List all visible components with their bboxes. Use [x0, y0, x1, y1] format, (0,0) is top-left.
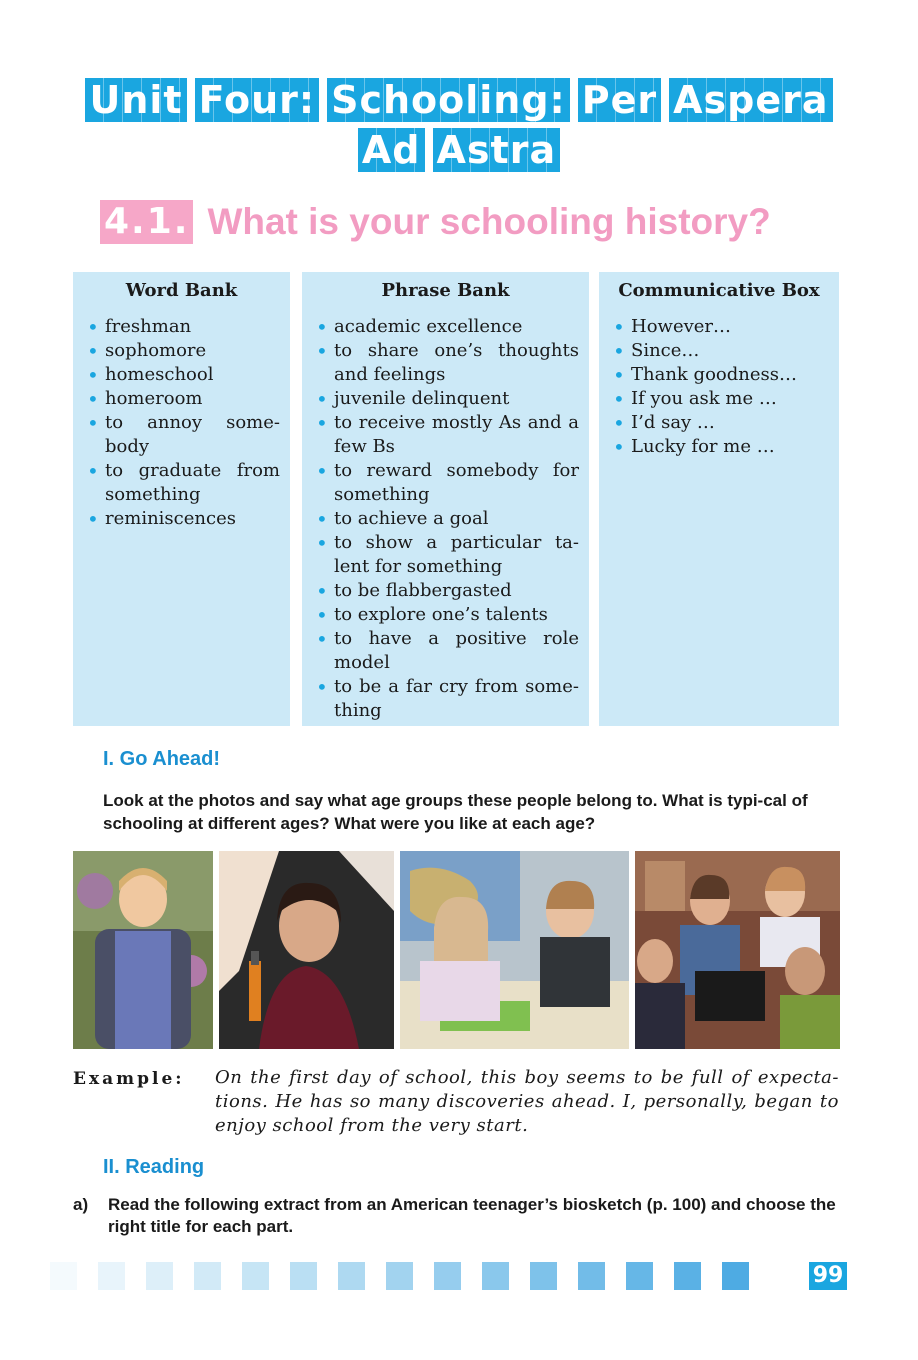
list-item: • to share one’s thoughts and feelings	[312, 339, 579, 387]
footer-square	[242, 1262, 269, 1290]
photo-students-at-computer-with-teacher	[635, 851, 840, 1049]
list-item: • to receive mostly As and a few Bs	[312, 411, 579, 459]
unit-title-line-1	[40, 78, 878, 122]
list-item: • to reward somebody for something	[312, 459, 579, 507]
task-text: Read the following extract from an American teenager’s biosketch (p. 100) and choose the right title for each part.	[108, 1195, 836, 1236]
communicative-box	[599, 272, 839, 726]
list-item: • Since…	[609, 339, 829, 363]
phrase-bank-list	[312, 315, 579, 723]
list-item: • However…	[609, 315, 829, 339]
list-item: • reminiscences	[83, 507, 280, 531]
list-item: • to be flabbergasted	[312, 579, 579, 603]
list-item: • Lucky for me …	[609, 435, 829, 459]
photo-girl-singing-with-microphone	[219, 851, 394, 1049]
footer-square	[98, 1262, 125, 1290]
unit-title-word: Aspera	[669, 78, 832, 122]
unit-title-line-2	[40, 128, 878, 172]
footer-square	[386, 1262, 413, 1290]
list-item: • juvenile delinquent	[312, 387, 579, 411]
photo-children-at-school-desk	[400, 851, 629, 1049]
list-item: • to achieve a goal	[312, 507, 579, 531]
unit-title-word: Unit	[85, 78, 186, 122]
list-item: • I’d say …	[609, 411, 829, 435]
list-item: • sophomore	[83, 339, 280, 363]
list-item: • If you ask me …	[609, 387, 829, 411]
reading-heading: II. Reading	[103, 1156, 205, 1178]
unit-title-word: Per	[578, 78, 661, 122]
phrase-bank-heading: Phrase Bank	[381, 280, 510, 301]
list-item: • to show a particular ta-lent for something	[312, 531, 579, 579]
reading-task-a	[73, 1194, 840, 1238]
list-item: • to annoy some-body	[83, 411, 280, 459]
list-item: • to explore one’s talents	[312, 603, 579, 627]
unit-title-word: Ad	[358, 128, 425, 172]
unit-title	[40, 78, 878, 178]
footer-square	[146, 1262, 173, 1290]
list-item: • to graduate from something	[83, 459, 280, 507]
list-item: • homeschool	[83, 363, 280, 387]
example-text: On the first day of school, this boy seems to be full of expecta-tions. He has so many discoveries ahead. I, personally, began to enjoy school from the very start.	[215, 1067, 839, 1136]
communicative-box-list	[609, 315, 829, 459]
footer-square	[482, 1262, 509, 1290]
list-item: • to be a far cry from some-thing	[312, 675, 579, 723]
footer-square	[626, 1262, 653, 1290]
task-label: a)	[73, 1195, 89, 1214]
unit-title-word: Schooling:	[327, 78, 570, 122]
example-label: Example:	[73, 1069, 185, 1089]
footer-square	[530, 1262, 557, 1290]
footer-square	[290, 1262, 317, 1290]
footer-square	[674, 1262, 701, 1290]
photo-boy-with-backpack	[73, 851, 213, 1049]
list-item: • Thank goodness…	[609, 363, 829, 387]
section-title: What is your schooling history?	[207, 201, 771, 242]
word-bank-list	[83, 315, 280, 531]
section-number: 4.1.	[100, 200, 193, 244]
footer-decoration	[50, 1262, 749, 1290]
footer-square	[434, 1262, 461, 1290]
footer-square	[338, 1262, 365, 1290]
unit-title-word: Four:	[195, 78, 320, 122]
list-item: • to have a positive role model	[312, 627, 579, 675]
communicative-box-heading: Communicative Box	[618, 280, 820, 301]
list-item: • academic excellence	[312, 315, 579, 339]
unit-title-word: Astra	[433, 128, 561, 172]
footer-square	[50, 1262, 77, 1290]
footer-square	[194, 1262, 221, 1290]
section-heading	[100, 200, 771, 244]
footer-square	[578, 1262, 605, 1290]
word-bank	[73, 272, 290, 726]
go-ahead-heading: I. Go Ahead!	[103, 748, 221, 770]
word-bank-heading: Word Bank	[125, 280, 238, 301]
page-number: 99	[809, 1262, 847, 1290]
list-item: • freshman	[83, 315, 280, 339]
go-ahead-instruction: Look at the photos and say what age groups these people belong to. What is typi-cal of schooling at different ages? What were you like at each age?	[103, 791, 808, 833]
footer-square	[722, 1262, 749, 1290]
list-item: • homeroom	[83, 387, 280, 411]
phrase-bank	[302, 272, 589, 726]
